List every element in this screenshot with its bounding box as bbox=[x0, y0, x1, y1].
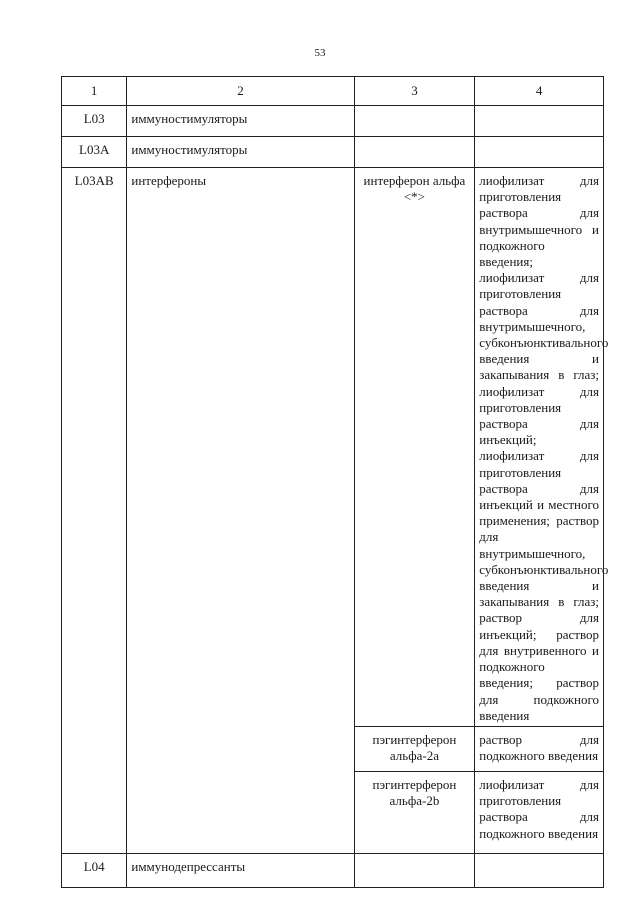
atc-code: L04 bbox=[62, 853, 127, 887]
table-row bbox=[62, 106, 604, 137]
column-header: 1 bbox=[62, 77, 127, 106]
dosage-form: лиофилизат для приготовления раствора для подкожного введения bbox=[475, 771, 604, 853]
medication-table bbox=[61, 76, 609, 888]
column-header: 3 bbox=[354, 77, 475, 106]
atc-code: L03AB bbox=[62, 168, 127, 854]
dosage-form: лиофилизат для приготовления раствора для внутримышечного и подкожного введения; лиофилизат для приготовления раствора для внутримышечного, субконъюнктивального введения и закапывания в глаз; лиофилизат для приготовления раствора для инъекций; лиофилизат для приготовления раствора для инъекций и местного применения; раствор для внутримышечного, субконъюнктивального введения и закапывания в глаз; раствор для инъекций; раствор для внутривенного и подкожного введения; раствор для подкожного введения bbox=[475, 168, 604, 727]
drug-name-cell bbox=[354, 853, 475, 887]
dosage-form: раствор для подкожного введения bbox=[475, 726, 604, 771]
drug-name: интерферон альфа <*> bbox=[354, 168, 475, 727]
atc-code: L03A bbox=[62, 137, 127, 168]
dosage-form-cell bbox=[475, 106, 604, 137]
page-number: 53 bbox=[314, 47, 326, 59]
group-name: интерфероны bbox=[127, 168, 354, 854]
group-name: иммунодепрессанты bbox=[127, 853, 354, 887]
column-header: 2 bbox=[127, 77, 354, 106]
drug-name-cell bbox=[354, 137, 475, 168]
table-header-row bbox=[62, 77, 604, 106]
drug-name: пэгинтерферон альфа-2а bbox=[354, 726, 475, 771]
atc-code: L03 bbox=[62, 106, 127, 137]
table-row bbox=[62, 853, 604, 887]
column-header: 4 bbox=[475, 77, 604, 106]
drug-name-cell bbox=[354, 106, 475, 137]
drug-name: пэгинтерферон альфа-2b bbox=[354, 771, 475, 853]
table-row bbox=[62, 137, 604, 168]
dosage-form-cell bbox=[475, 137, 604, 168]
table-row bbox=[62, 168, 604, 727]
group-name: иммуностимуляторы bbox=[127, 106, 354, 137]
dosage-form-cell bbox=[475, 853, 604, 887]
group-name: иммуностимуляторы bbox=[127, 137, 354, 168]
